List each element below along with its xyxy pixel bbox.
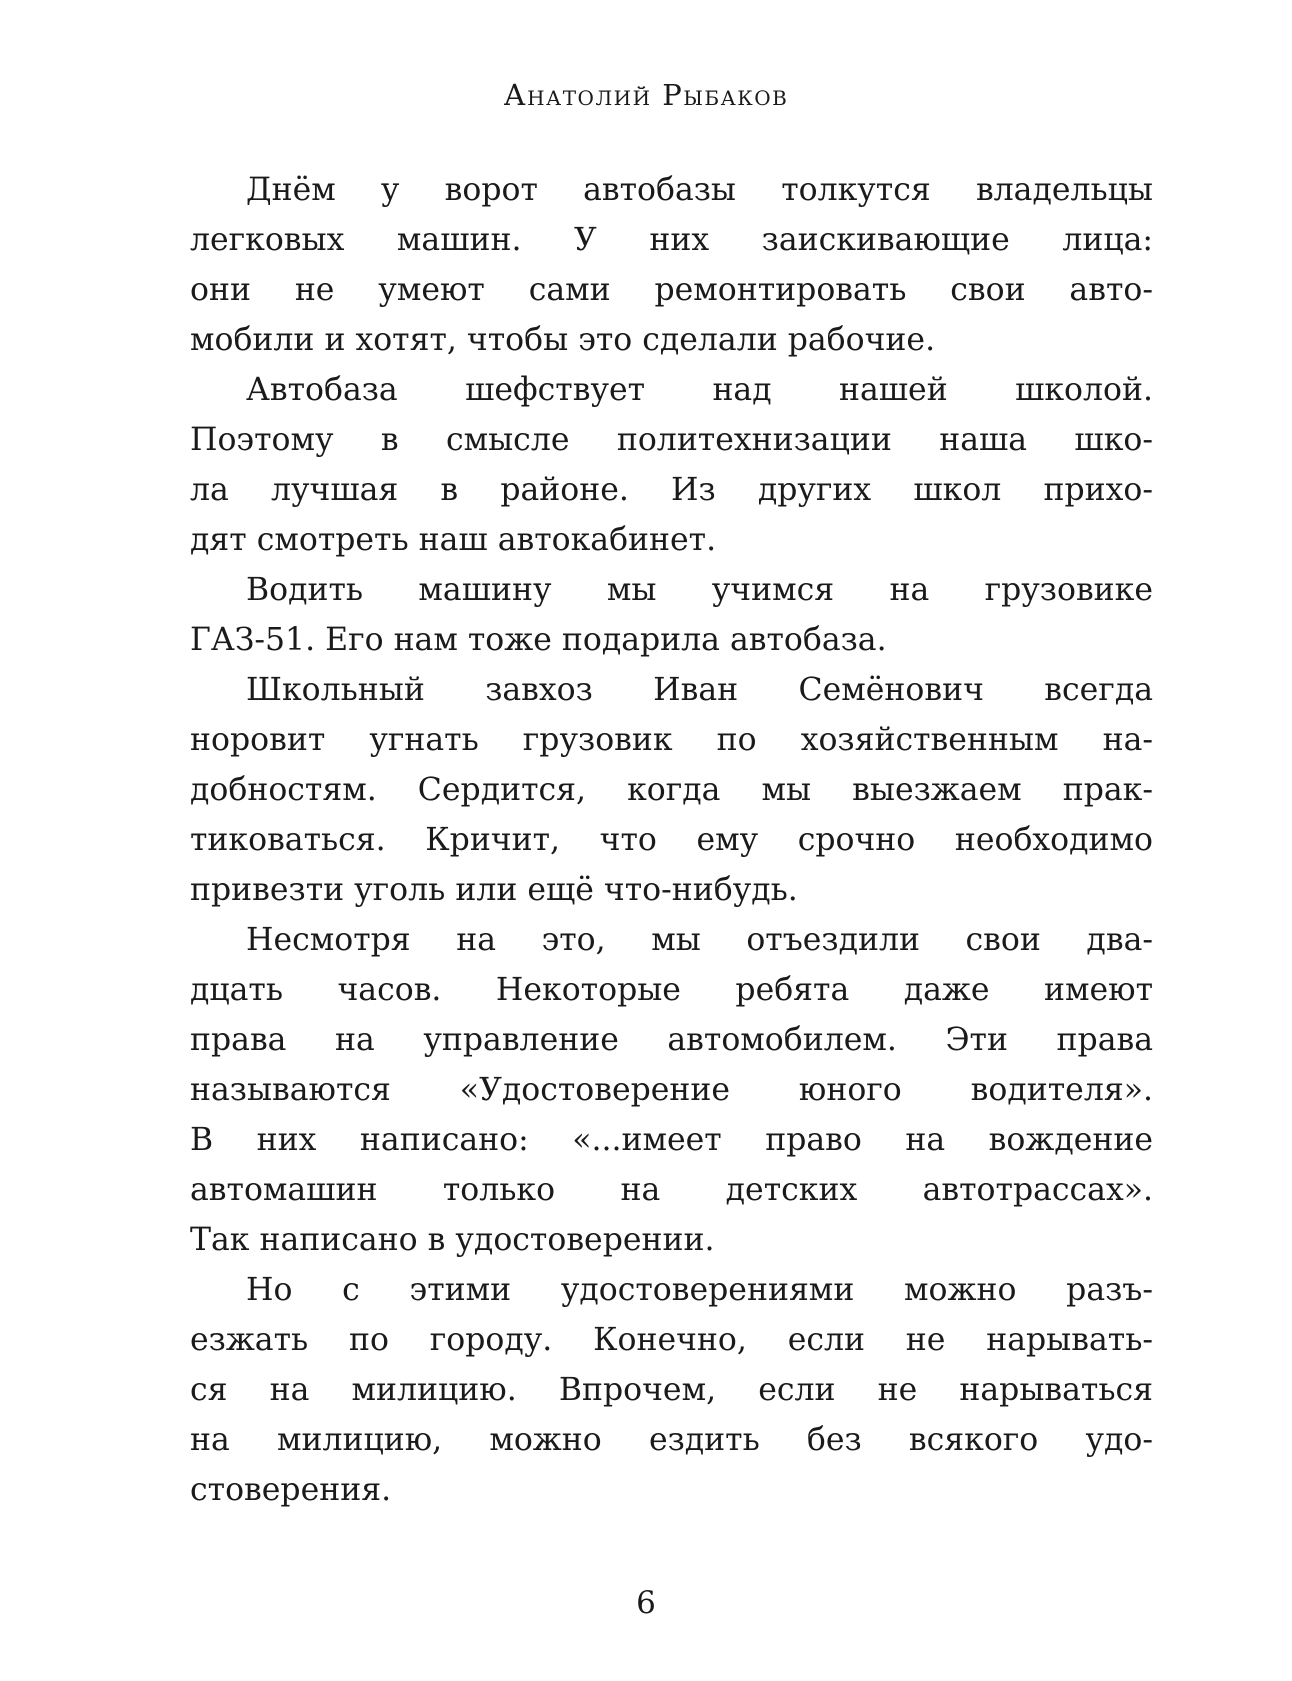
page-number: 6: [636, 1585, 656, 1621]
paragraph: [190, 915, 1153, 1265]
text-line: на милицию, можно ездить без всякого удо-: [190, 1422, 1153, 1458]
text-line: дят смотреть наш автокабинет.: [190, 522, 717, 558]
text-line: права на управление автомобилем. Эти права: [190, 1022, 1153, 1058]
text-line: автомашин только на детских автотрассах».: [190, 1172, 1153, 1208]
text-line: добностям. Сердится, когда мы выезжаем прак-: [190, 772, 1153, 808]
text-line: Но с этими удостоверениями можно разъ-: [246, 1272, 1153, 1308]
text-line: тиковаться. Кричит, что ему срочно необходимо: [190, 822, 1153, 858]
text-line: Так написано в удостоверении.: [190, 1222, 715, 1258]
text-line: Поэтому в смысле политехнизации наша шко-: [190, 422, 1153, 458]
text-line: езжать по городу. Конечно, если не нарывать-: [190, 1322, 1153, 1358]
running-head: Анатолий Рыбаков: [503, 78, 789, 112]
body-text: [190, 165, 1153, 1515]
paragraph: [190, 565, 1153, 665]
text-line: норовит угнать грузовик по хозяйственным на-: [190, 722, 1153, 758]
paragraph: [190, 665, 1153, 915]
text-line: ся на милицию. Впрочем, если не нарываться: [190, 1372, 1153, 1408]
paragraph: [190, 1265, 1153, 1515]
paragraph: [190, 165, 1153, 365]
text-line: они не умеют сами ремонтировать свои авто-: [190, 272, 1153, 308]
paragraph: [190, 365, 1153, 565]
text-line: дцать часов. Некоторые ребята даже имеют: [190, 972, 1153, 1008]
text-line: легковых машин. У них заискивающие лица:: [190, 222, 1153, 258]
text-line: Днём у ворот автобазы толкутся владельцы: [246, 172, 1153, 208]
text-line: ГАЗ-51. Его нам тоже подарила автобаза.: [190, 622, 887, 658]
text-line: мобили и хотят, чтобы это сделали рабочие.: [190, 322, 936, 358]
text-line: привезти уголь или ещё что-нибудь.: [190, 872, 798, 908]
text-line: ла лучшая в районе. Из других школ прихо-: [190, 472, 1153, 508]
text-line: Несмотря на это, мы отъездили свои два-: [246, 922, 1153, 958]
text-line: называются «Удостоверение юного водителя».: [190, 1072, 1153, 1108]
text-line: Автобаза шефствует над нашей школой.: [246, 372, 1153, 408]
text-line: Школьный завхоз Иван Семёнович всегда: [246, 672, 1153, 708]
text-line: В них написано: «...имеет право на вождение: [190, 1122, 1153, 1158]
text-line: стоверения.: [190, 1472, 392, 1508]
text-line: Водить машину мы учимся на грузовике: [246, 572, 1153, 608]
